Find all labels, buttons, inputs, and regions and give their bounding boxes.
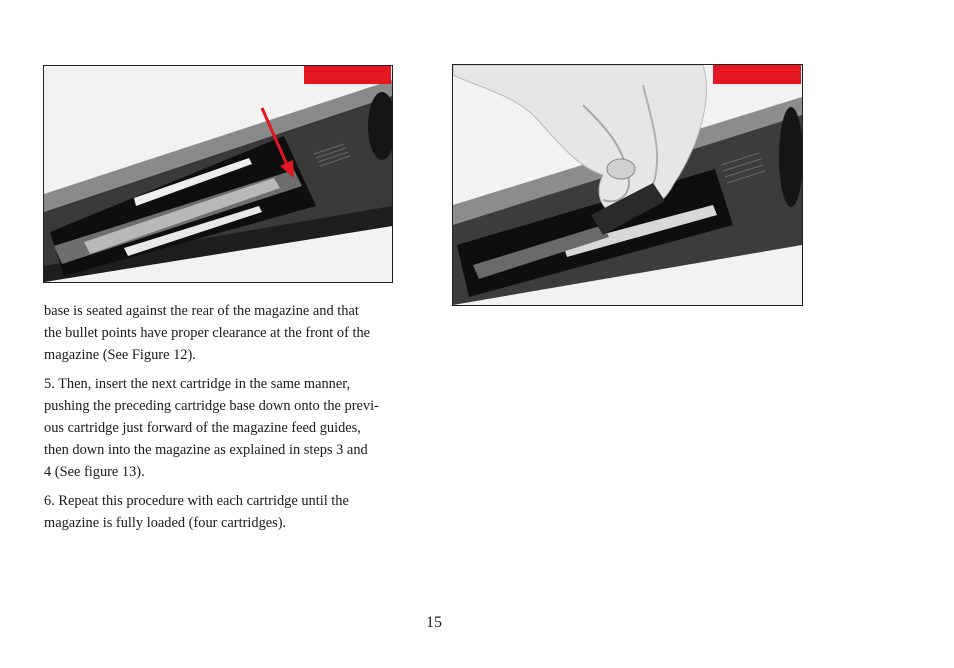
instructions-text xyxy=(44,300,424,540)
text-line: magazine is fully loaded (four cartridges). xyxy=(44,514,287,531)
page-number: 15 xyxy=(426,614,442,631)
hand-loading-cartridge-illustration xyxy=(453,65,802,305)
text-line: pushing the preceding cartridge base down onto the previ- xyxy=(44,397,379,414)
paragraph-step-5 xyxy=(44,373,424,484)
arrow-icon xyxy=(44,66,392,282)
figure-12-photo xyxy=(43,65,393,283)
text-line: 5. Then, insert the next cartridge in the same manner, xyxy=(44,375,351,392)
text-line: magazine (See Figure 12). xyxy=(44,347,196,364)
text-line: then down into the magazine as explained in steps 3 and xyxy=(44,442,368,459)
paragraph-continuation xyxy=(44,300,424,367)
figure-13-tab xyxy=(713,65,801,84)
figure-12-tab xyxy=(304,66,391,84)
text-line: 4 (See figure 13). xyxy=(44,464,145,481)
text-line: ous cartridge just forward of the magazine feed guides, xyxy=(44,420,361,437)
paragraph-step-6 xyxy=(44,490,424,534)
text-line: base is seated against the rear of the magazine and that xyxy=(44,303,359,319)
text-line: 6. Repeat this procedure with each cartridge until the xyxy=(44,492,349,509)
figure-13-photo xyxy=(452,64,803,306)
text-line: the bullet points have proper clearance at the front of the xyxy=(44,325,371,342)
